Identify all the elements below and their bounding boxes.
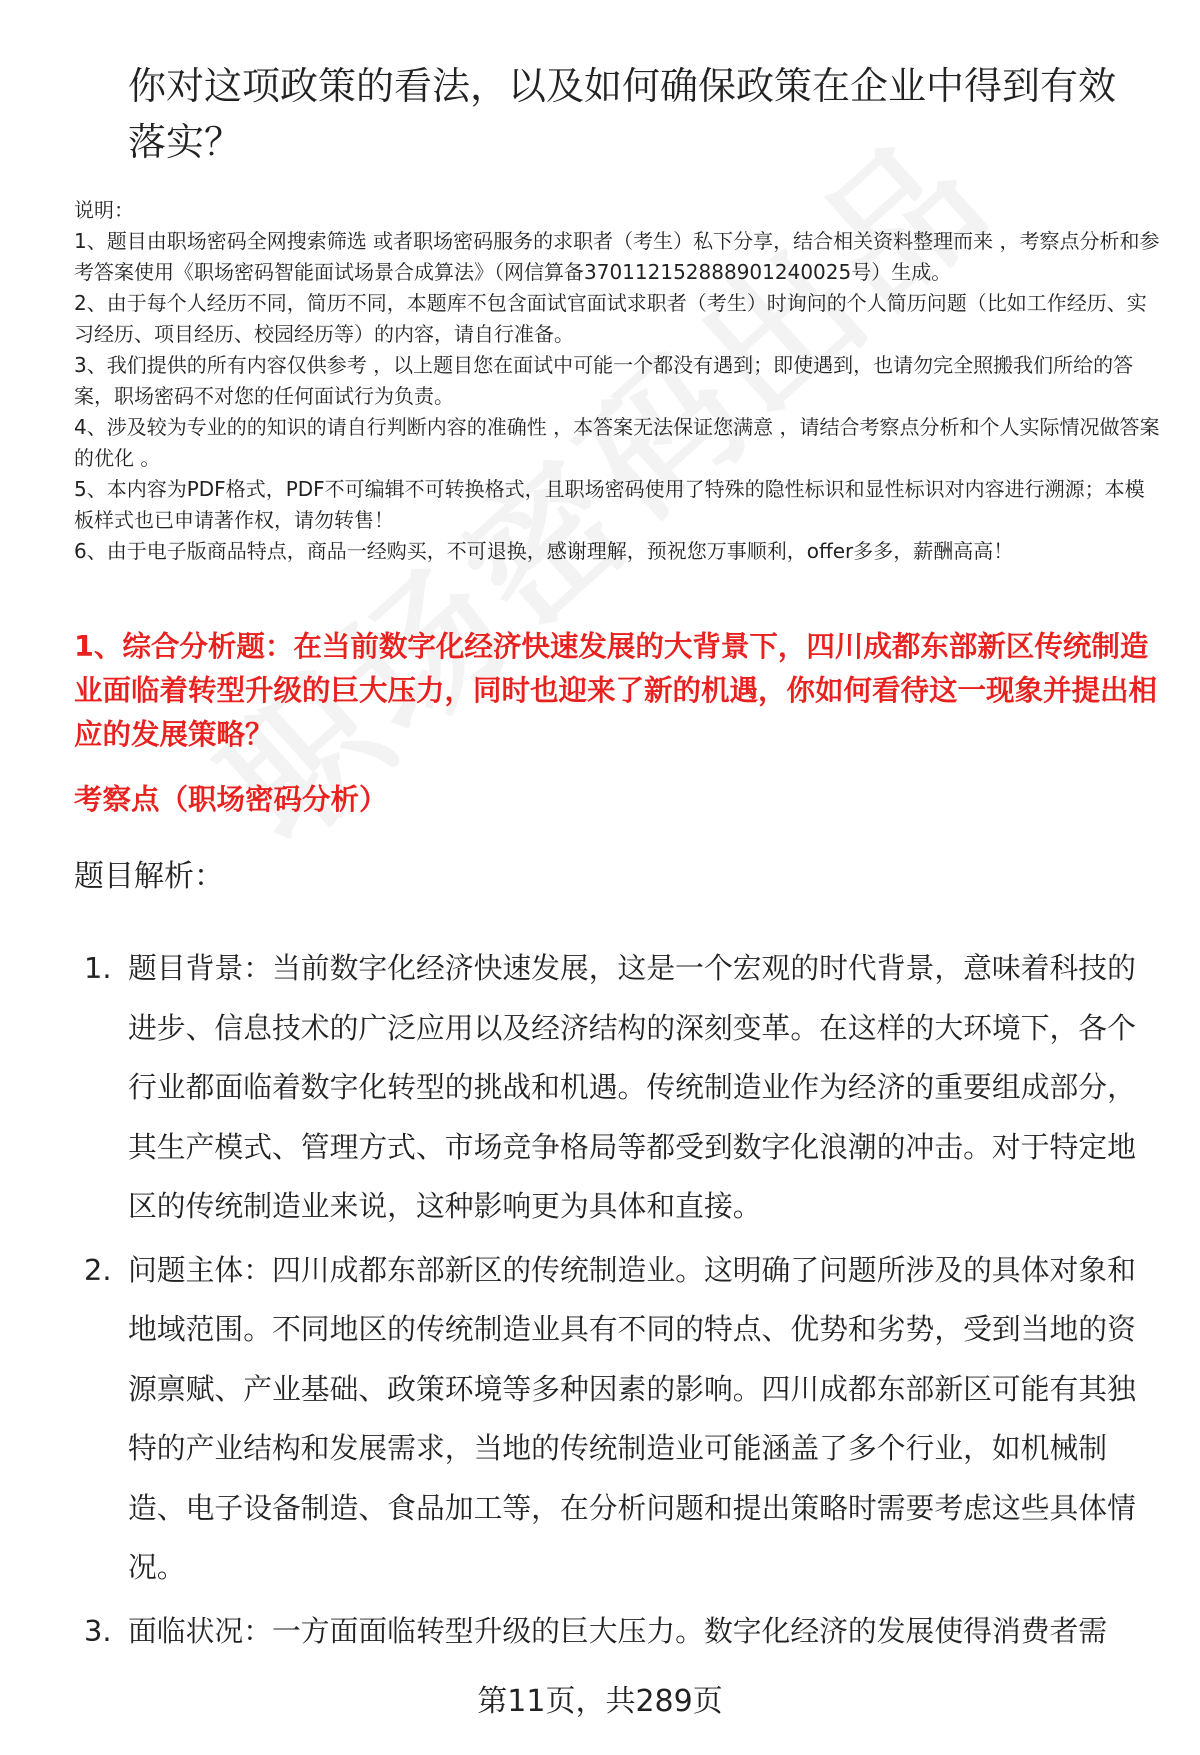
analysis-title: 题目解析： <box>74 859 224 894</box>
notes-heading: 说明： <box>74 198 134 222</box>
note-item: 2、由于每个人经历不同，简历不同，本题库不包含面试官面试求职者（考生）时询问的个人简历问题（比如工作经历、实习经历、项目经历、校园经历等）的内容，请自行准备。 <box>74 291 1147 346</box>
analysis-item-number: 3. <box>84 1613 112 1648</box>
question-heading: 1、综合分析题：在当前数字化经济快速发展的大背景下，四川成都东部新区传统制造业面临着转型升级的巨大压力，同时也迎来了新的机遇，你如何看待这一现象并提出相应的发展策略？ <box>74 630 1158 751</box>
previous-question-tail: 你对这项政策的看法，以及如何确保政策在企业中得到有效落实？ <box>128 64 1117 164</box>
page-footer: 第11页，共289页 <box>477 1684 723 1719</box>
analysis-item <box>74 1602 1164 1662</box>
analysis-item-text: 题目背景：当前数字化经济快速发展，这是一个宏观的时代背景，意味着科技的进步、信息技术的广泛应用以及经济结构的深刻变革。在这样的大环境下，各个行业都面临着数字化转型的挑战和机遇。传统制造业作为经济的重要组成部分，其生产模式、管理方式、市场竞争格局等都受到数字化浪潮的冲击。对于特定地区的传统制造业来说，这种影响更为具体和直接。 <box>128 951 1136 1223</box>
note-item: 3、我们提供的所有内容仅供参考 ，以上题目您在面试中可能一个都没有遇到；即使遇到，也请勿完全照搬我们所给的答案，职场密码不对您的任何面试行为负责。 <box>74 353 1134 408</box>
analysis-item-text: 面临状况：一方面面临转型升级的巨大压力。数字化经济的发展使得消费者需 <box>128 1613 1108 1648</box>
note-item: 1、题目由职场密码全网搜索筛选 或者职场密码服务的求职者（考生）私下分享，结合相关资料整理而来 ，考察点分析和参考答案使用《职场密码智能面试场景合成算法》（网信算备370112152888901240025号）生成。 <box>74 229 1160 284</box>
note-item: 5、本内容为PDF格式，PDF不可编辑不可转换格式，且职场密码使用了特殊的隐性标识和显性标识对内容进行溯源；本模板样式也已申请著作权，请勿转售！ <box>74 477 1145 532</box>
analysis-list <box>74 939 1164 1665</box>
analysis-item-number: 1. <box>84 951 112 985</box>
analysis-item-text: 问题主体：四川成都东部新区的传统制造业。这明确了问题所涉及的具体对象和地域范围。不同地区的传统制造业具有不同的特点、优势和劣势，受到当地的资源禀赋、产业基础、政策环境等多种因素的影响。四川成都东部新区可能有其独特的产业结构和发展需求，当地的传统制造业可能涵盖了多个行业，如机械制造、电子设备制造、食品加工等，在分析问题和提出策略时需要考虑这些具体情况。 <box>128 1252 1136 1584</box>
note-item: 6、由于电子版商品特点，商品一经购买，不可退换，感谢理解，预祝您万事顺利，offer多多，薪酬高高！ <box>74 539 1014 563</box>
analysis-item-number: 2. <box>84 1252 112 1287</box>
note-item: 4、涉及较为专业的的知识的请自行判断内容的准确性 ，本答案无法保证您满意 ，请结合考察点分析和个人实际情况做答案的优化 。 <box>74 415 1160 470</box>
analysis-item <box>74 1241 1164 1598</box>
analysis-item <box>74 939 1164 1237</box>
notes-section <box>74 195 1164 567</box>
exam-point-heading: 考察点（职场密码分析） <box>74 783 388 816</box>
